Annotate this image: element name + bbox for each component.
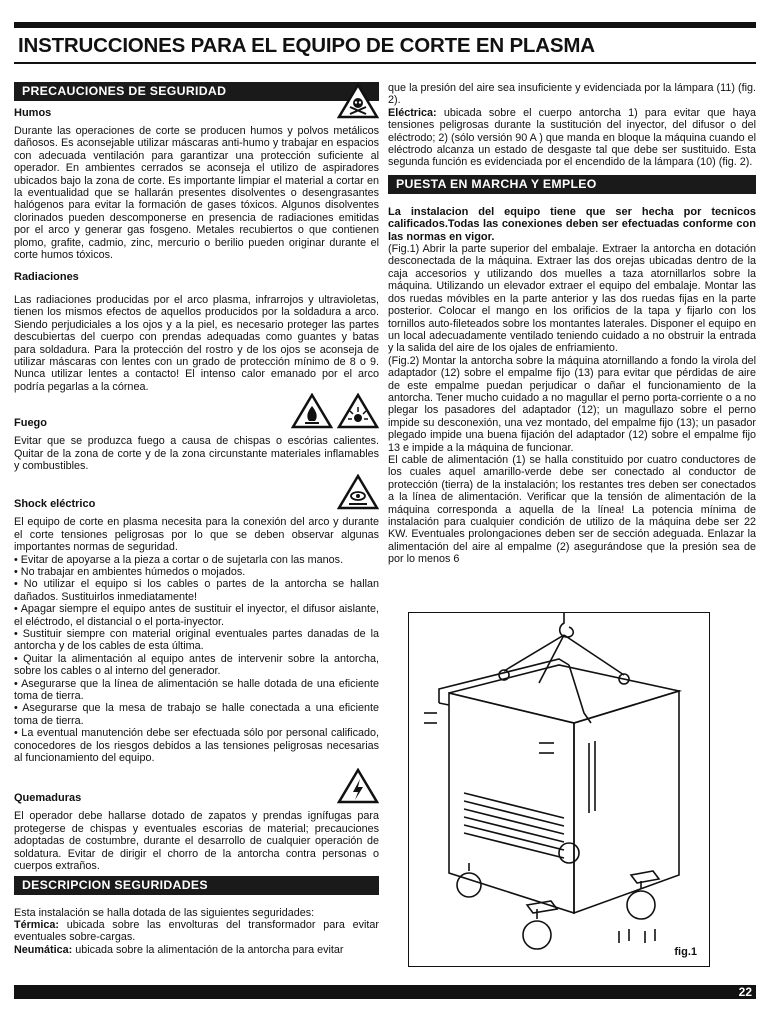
electrica-label: Eléctrica: bbox=[388, 106, 437, 119]
humos-heading: Humos bbox=[14, 106, 52, 119]
neumatica-text: ubicada sobre la alimentación de la antorcha para evitar bbox=[72, 943, 344, 956]
explosive-hazard-icon bbox=[337, 393, 379, 429]
shock-item: • No trabajar en ambientes húmedos o mojados. bbox=[14, 565, 246, 578]
fuego-paragraph: Evitar que se produzca fuego a causa de chispas o escórias calientes. Quitar de la zona de corte y de la zona circunstante materiales inflamables y combustibles. bbox=[14, 435, 379, 472]
puesta-fig2-paragraph: (Fig.2) Montar la antorcha sobre la máquina atornillando a fondo la virola del adaptador (12) sobre el empalme fijo (13) para evitar que pérdidas de aire de este empalme puedan perjudicar o dañar el funcionamiento de la antorcha. Tener mucho cuidado a no magullar el perno porta-corriente o a no plegar los pasadores del adaptador (12); un magullazo sobre el perno impide su desconexión, una vez montado, del empalme fijo (13); un pasador plegado impide una buena fijación del adaptador (12) sobre el empalme fijo 13 e impide a la máquina de funcionar. bbox=[388, 354, 756, 454]
shock-header bbox=[14, 474, 379, 510]
termica-paragraph bbox=[14, 919, 379, 944]
puesta-cable-paragraph: El cable de alimentación (1) se halla constituido por cuatro conductores de los cuales aquel amarillo-verde debe ser conectado al conductor de protección (tierra) de la instalación; los restantes tres deben ser conectados a la línea de alimentación. Verificar que la tensión de alimentación de la máquina corresponda a aquella de la línea! La potencia mínima de instalación para cualquier condición de utilizo de la máquina debe ser 22 KW. Eventuales prolongaciones deben ser de sección adeguada. Enlazar la alimentación del aire al empalme (2) asegurándose que la presión sea de por lo menos 6 bbox=[388, 453, 756, 566]
fuego-heading: Fuego bbox=[14, 416, 47, 429]
neumatica-label: Neumática: bbox=[14, 943, 73, 956]
bottom-rule bbox=[14, 985, 756, 999]
precauciones-header bbox=[14, 82, 379, 103]
neumatica-continuation: que la presión del aire sea insuficiente y evidenciada por la lámpara (11) (fig. 2). bbox=[388, 82, 756, 107]
quemaduras-paragraph: El operador debe hallarse dotado de zapatos y prendas ignífugas para protegerse de chispas y eventuales escorias de material; precauciones adoptadas de costumbre, durante el desarrollo de cualquier operación de soldatura. Evitar de dirigir el chorro de la antorcha contra personas o cuerpos extraños. bbox=[14, 810, 379, 873]
shock-item: • Apagar siempre el equipo antes de sustituir el inyector, el difusor aislante, el eléctrodo, el distancial o el porta-inyector. bbox=[14, 603, 379, 628]
humos-paragraph: Durante las operaciones de corte se producen humos y polvos metálicos dañosos. Es aconsejable utilizar máscaras anti-humo y trabajar en espacios con adecuada ventilación para garantizar una protección suficiente al operador. En ambientes cerrados se aconseja el utilizo de aspiradores ubicados bajo la zona de corte. Es importante limpiar el material a cortar en la eventualidad que se hallarán presentes disolventes o desengrasantes halógenos para evitar la formación de gases tóxicos. Algunos disolventes clorinados pueden descomponerse en presencia de radiaciones emitidas por el arco y generar gas fosgeno. Metales recubiertos o que contienen plomo, grafite, cadmio, zinc, mercurio o berilio pueden originar durante el corte humos tóxicos. bbox=[14, 125, 379, 262]
right-column bbox=[388, 82, 756, 566]
title-rule bbox=[14, 62, 756, 64]
top-rule bbox=[14, 22, 756, 28]
toxic-hazard-icon bbox=[337, 83, 379, 119]
electrica-paragraph bbox=[388, 107, 756, 169]
section-banner-precauciones: PRECAUCIONES DE SEGURIDAD bbox=[14, 82, 379, 101]
puesta-fig1-paragraph: (Fig.1) Abrir la parte superior del embalaje. Extraer la antorcha en dotación desconectada de la máquina. Extraer las dos orejas ubicadas dentro de la caja accesorios y utilizando dos muelles a taza atornillarlos sobre la máquina. Utilizando un elevador extraer el equipo del embalaje. Montar las dos ruedas móvibles en la parte anterior y las dos ruedas fijas en la parte posterior. Colocar el mango en los orificios de la tapa y fijarlo con los tornillos auto-fileteados sobre los montantes laterales. Disponer el equipo en un local adecuadamente ventilado teniendo cuidado a no obstruir la entrada y la salida del aire de los ojales de enfriamiento. bbox=[388, 243, 756, 355]
shock-item: • No utilizar el equipo si los cables o partes de la antorcha se hallan dañados. Sustituirlos inmediatamente! bbox=[14, 578, 379, 603]
page-number: 22 bbox=[738, 985, 752, 999]
radiaciones-heading: Radiaciones bbox=[14, 271, 79, 284]
shock-item: • La eventual manutención debe ser efectuada sólo por personal calificado, conocedores de los riesgos debidos a las tensiones peligrosas necesarias al funcionamiento del equipo. bbox=[14, 727, 379, 765]
humos-header bbox=[14, 99, 379, 119]
descripcion-intro: Esta instalación se halla dotada de las siguientes seguridades: bbox=[14, 906, 315, 919]
shock-item: • Asegurarse que la mesa de trabajo se halle conectada a una eficiente toma de tierra. bbox=[14, 702, 379, 727]
shock-item: • Sustituir siempre con material original eventuales partes danadas de la antorcha y de los cables de esta última. bbox=[14, 628, 379, 653]
flammable-hazard-icon bbox=[291, 393, 333, 429]
shock-item: • Evitar de apoyarse a la pieza a cortar o de sujetarla con las manos. bbox=[14, 553, 344, 566]
shock-paragraph: El equipo de corte en plasma necesita para la conexión del arco y durante el corte tensiones peligrosas por lo que se deben observar algunas importantes normas de seguridad. bbox=[14, 516, 379, 554]
electric-hazard-icon bbox=[337, 768, 379, 804]
shock-heading: Shock eléctrico bbox=[14, 497, 96, 510]
figure-1 bbox=[408, 612, 710, 967]
figure-label: fig.1 bbox=[674, 946, 697, 958]
left-column bbox=[14, 82, 379, 956]
section-banner-descripcion: DESCRIPCION SEGURIDADES bbox=[14, 876, 379, 895]
machine-illustration bbox=[409, 613, 708, 965]
section-banner-puesta: PUESTA EN MARCHA Y EMPLEO bbox=[388, 175, 756, 194]
puesta-lead: La instalacion del equipo tiene que ser hecha por tecnicos calificados.Todas las conexiones deben ser efectuadas conforme con las normas en vigor. bbox=[388, 205, 756, 243]
fuego-header bbox=[14, 393, 379, 429]
shock-item: • Quitar la alimentación al equipo antes de intervenir sobre la antorcha, sobre los cables o al interno del generador. bbox=[14, 652, 379, 678]
corrosive-hazard-icon bbox=[337, 474, 379, 510]
radiaciones-paragraph: Las radiaciones producidas por el arco plasma, infrarrojos y ultravioletas, tienen los mismos efectos de aquellos producidos por la soldadura a arco. Siendo perjudiciales a los ojos y a la piel, es necesario proteger las partes descubiertas del cuerpo con prendas adequadas como guantes y batas para soldadura. Para la protección del rostro y de los ojos se aconseja de utilizar máscaras con lentes con un grado de protección mínimo de 8 o 9. Nunca utilizar lentes a contacto! El intenso calor emanado por el arco podría pegarlas a la córnea. bbox=[14, 293, 379, 393]
shock-item: • Asegurarse que la línea de alimentación se halle dotada de una eficiente toma de tierra. bbox=[14, 677, 379, 703]
neumatica-paragraph bbox=[14, 944, 379, 956]
quemaduras-header bbox=[14, 768, 379, 804]
page-title: INSTRUCCIONES PARA EL EQUIPO DE CORTE EN PLASMA bbox=[18, 34, 595, 57]
termica-label: Térmica: bbox=[14, 918, 60, 931]
electrica-text: ubicada sobre el cuerpo antorcha 1) para evitar que haya tensiones peligrosas durante la sustitución del inyector, del difusor o del eléctrodo; 2) (sólo versión 90 A ) que manda en bloque la máquina cuando el eléctrodo alcanza un estado de desgaste tal que debe ser sustituido. Esta segunda función es evidenciada por el encendido de la lámpara (10) (fig. 2). bbox=[388, 106, 756, 169]
termica-text: ubicada sobre las envolturas del transformador para evitar eventuales sobre-cargas. bbox=[14, 918, 379, 944]
quemaduras-heading: Quemaduras bbox=[14, 792, 82, 805]
